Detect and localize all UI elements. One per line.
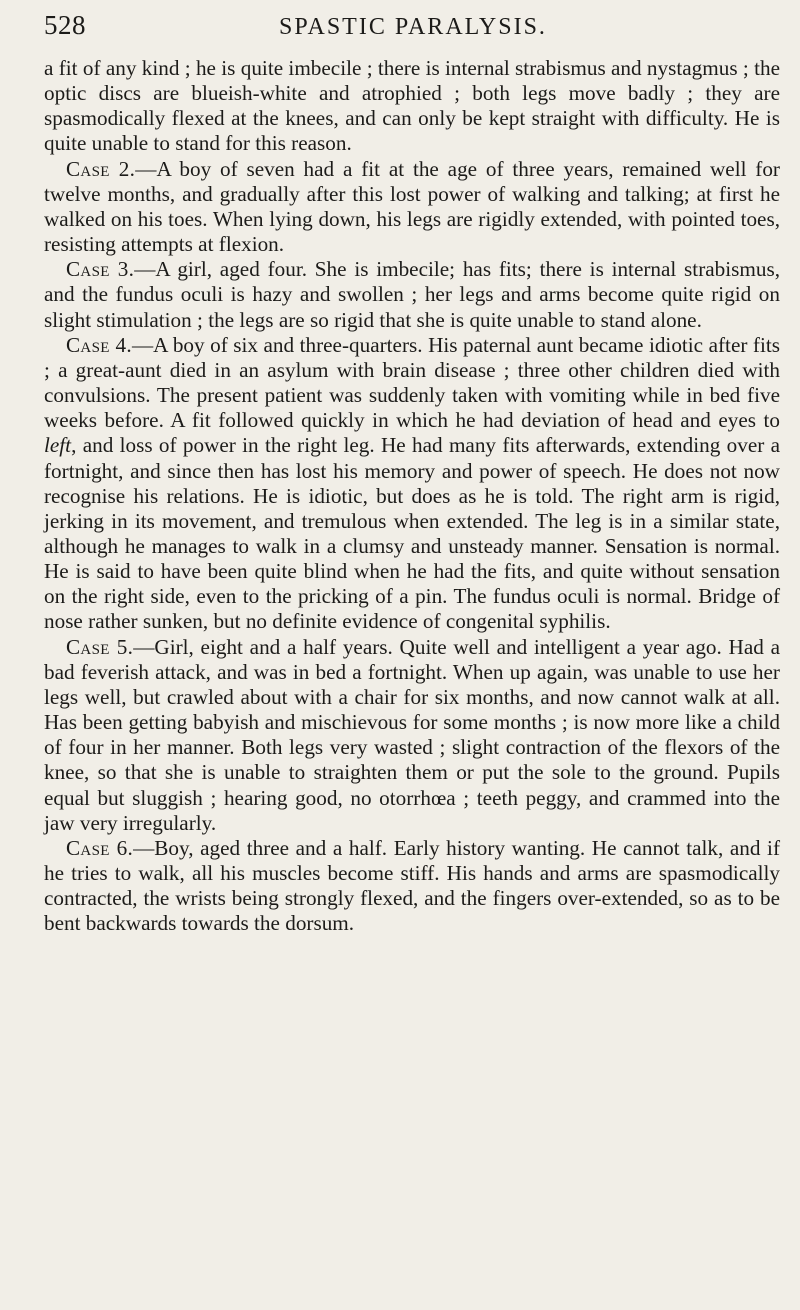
- paragraph-case-6: [44, 836, 780, 937]
- case-label: Case 6.: [66, 835, 134, 860]
- paragraph-case-5: [44, 635, 780, 836]
- paragraph-text: —Boy, aged three and a half. Early history wanting. He cannot talk, and if he tries to walk, all his muscles become stiff. His hands and arms are spasmodically contracted, the wrists being strongly flexed, and the fingers over-extended, so as to be bent backwards towards the dorsum.: [44, 835, 781, 936]
- paragraph-text: —A boy of six and three-quarters. His paternal aunt became idiotic after fits ; a great-aunt died in an asylum with brain disease ; three other children died with convulsions. The present patient was suddenly taken with vomiting while in bed five weeks before. A fit followed quickly in which he had deviation of head and eyes to: [44, 332, 780, 433]
- paragraph-case-3: [44, 257, 780, 332]
- paragraph-text: , and loss of power in the right leg. He had many fits afterwards, extending over a fortnight, and since then has lost his memory and power of speech. He does not now recognise his relations. He is idiotic, but does as he is told. The right arm is rigid, jerking in its movement, and tremulous when extended. The leg is in a similar state, although he manages to walk in a clumsy and unsteady manner. Sensation is normal. He is said to have been quite blind when he had the fits, and quite without sensation on the right side, even to the pricking of a pin. The fundus oculi is normal. Bridge of nose rather sunken, but no definite evidence of congenital syphilis.: [44, 433, 780, 634]
- case-label: Case 3.: [66, 257, 135, 282]
- case-label: Case 5.: [66, 634, 134, 659]
- emphasis-left: left: [44, 433, 72, 458]
- running-head: SPASTIC PARALYSIS.: [279, 14, 547, 40]
- case-label: Case 2.: [66, 156, 136, 181]
- body-text: [44, 56, 780, 936]
- paragraph-case-4: [44, 333, 780, 635]
- paragraph-text: a fit of any kind ; he is quite imbecile ; there is internal strabismus and nystagmus ; the optic discs are blueish-white and atrophied ; both legs move badly ; they are spasmodically flexed at the knees, and can only be kept straight with difficulty. He is quite unable to stand for this reason.: [44, 56, 780, 156]
- page-header: [44, 4, 784, 52]
- paragraph-case-2: [44, 157, 780, 258]
- paragraph-text: —A boy of seven had a fit at the age of three years, remained well for twelve months, and gradually after this lost power of walking and talking; at first he walked on his toes. When lying down, his legs are rigidly extended, with pointed toes, resisting attempts at flexion.: [44, 156, 780, 257]
- paragraph-case-1-continued: [44, 56, 780, 157]
- paragraph-text: —A girl, aged four. She is imbecile; has fits; there is internal strabismus, and the fundus oculi is hazy and swollen ; her legs and arms become quite rigid on slight stimulation ; the legs are so rigid that she is quite unable to stand alone.: [44, 257, 780, 332]
- page-number: 528: [44, 10, 86, 40]
- paragraph-text: —Girl, eight and a half years. Quite well and intelligent a year ago. Had a bad feverish attack, and was in bed a fortnight. When up again, was unable to use her legs well, but crawled about with a chair for six months, and now cannot walk at all. Has been getting babyish and mischievous for some months ; is now more like a child of four in her manner. Both legs very wasted ; slight contraction of the flexors of the knee, so that she is unable to straighten them or put the sole to the ground. Pupils equal but sluggish ; hearing good, no otorrhœa ; teeth peggy, and crammed into the jaw very irregularly.: [44, 634, 780, 835]
- case-label: Case 4.: [66, 332, 132, 357]
